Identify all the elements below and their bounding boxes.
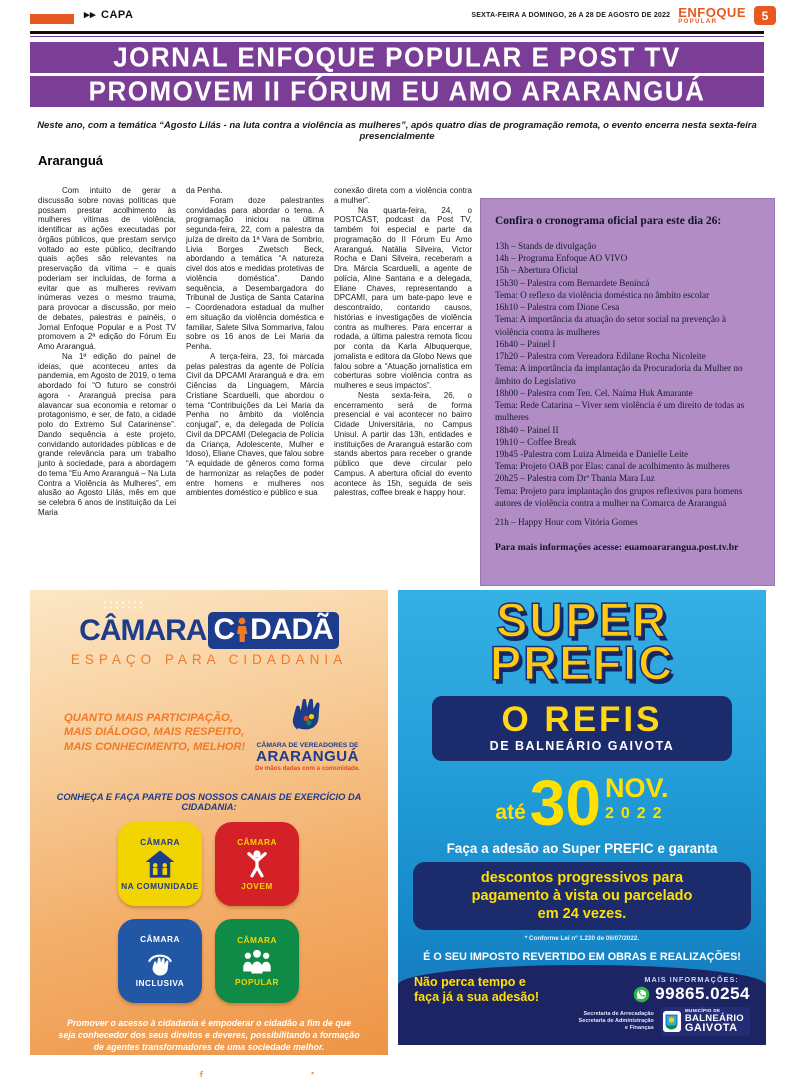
- badge-bottom-label: JOVEM: [241, 881, 273, 892]
- promo-line: de agentes transformadores de uma sociedade melhor.: [93, 1042, 325, 1053]
- schedule-item: Tema: Rede Catarina – Viver sem violência é um direito de todas as mulheres: [495, 400, 745, 423]
- prefic-title: [398, 592, 766, 690]
- article-paragraph: Foram doze palestrantes convidadas para abordar o tema. A programação iniciou na última segunda-feira, 22, com a palestra da juíza de direito da 1ª Vara de Sombrio, Livia Borges Zwetsch Beck, abordando a temática “A natureza civel dos atos e medidas protetivas de violência doméstica”. Dando sequência, a Desembargadora do Tribunal de Justiça de Santa Catarina – Coordenadora estadual da mulher em situação da violência doméstica e familiar, Salete Silva Sommariva, falou sobre os 16 anos de Lei Maria da Penha.: [186, 195, 324, 351]
- whatsapp-icon: [633, 986, 650, 1003]
- camara-social: [197, 1069, 295, 1078]
- secretaria-line: Secretaria de Arrecadação: [583, 1011, 654, 1018]
- badge-camara-popular: [215, 919, 299, 1003]
- legal-note: * Conforme Lei nº 1.220 de 06/07/2022.: [524, 935, 640, 943]
- edition-date: SEXTA-FEIRA A DOMINGO, 26 A 28 DE AGOSTO DE 2022: [471, 12, 671, 19]
- social-handle: CAMARAARARANGUA: [220, 1069, 296, 1077]
- schedule-items: [495, 240, 760, 528]
- header-rule: [30, 31, 764, 34]
- camara-word: CÂMARA: [79, 613, 207, 647]
- article-paragraph: Na quarta-feira, 24, o POSTCAST, podcast da Post TV, também foi especial e parte da programação do II Fórum Eu Amo Araranguá. Natália Silveira, Victor Rocha e Dani Silveira, receberam a Dra. Márcia Scarduelli, a agente de polícia, Aline Santana e a delegada, Eliane Chaves, representando a DPCAMI, para um bate-papo leve e descontraído, contando causos, histórias e investigações de violência contra as mulheres. Para encerrar a rodada, a última palestra remota ficou por conta da Karla Albuquerque, jornalista e editora da Globo News que falou sobre a “Atuação jornalística em coberturas sobre violência contra as mulheres e seus impactos”.: [334, 205, 472, 390]
- article-column-3: [334, 186, 472, 518]
- camara-mid-row: [64, 693, 360, 772]
- cidada-word-box: [208, 612, 338, 649]
- urgency-line: faça já a sua adesão!: [414, 989, 540, 1004]
- schedule-box: [480, 198, 775, 586]
- tagline-line: MAIS CONHECIMENTO, MELHOR!: [64, 740, 246, 753]
- dots-pattern: [30, 1069, 65, 1078]
- schedule-item: Tema: A importância da implantação da Procuradoria da Mulher no âmbito do Legislativo: [495, 363, 743, 386]
- chevrons-icon: ▸▸: [84, 9, 97, 21]
- schedule-item: 16h40 – Painel I: [495, 338, 556, 349]
- badge-top-label: CÂMARA: [237, 935, 277, 946]
- headline-bar-1: [30, 42, 764, 73]
- header-right: [471, 6, 776, 25]
- article-paragraph: Com intuito de gerar a discussão sobre novas políticas que possam prestar acolhimento às mulheres vítimas de violência, identificar as ações executadas por órgãos públicos, que prestam serviço voltado ao este público, decifrando quais ações são relevantes na preservação da vítima – e quais poderiam ser incluídas, de forma a evitar que as mulheres revivam inúmeras vezes o mesmo trauma, para provocar a discussão, por meio de debates, palestras e painéis, o Jornal Enfoque Popular e a Post TV promovem a 2ª edição do Fórum Eu Amo Araranguá.: [38, 186, 176, 351]
- badge-top-label: CÂMARA: [140, 934, 180, 945]
- article-paragraph: da Penha.: [186, 186, 223, 195]
- article-paragraph: Na 1ª edição do painel de ideias, que aconteceu antes da pandemia, em Agosto de 2019, o tema abordado foi “O futuro se constrói agora - Araranguá precisa para alavancar sua economia e retomar o protagonismo, e ser, de fato, a cidade polo do Extremo Sul Catarinense”. Dando sequência a este projeto, convidando autoridades públicas e de grande relevância para um trabalho junto à sociedade, para a abordagem do tema “Eu Amo Araranguá – Na Luta Contra a Violência às Mulheres”, em alusão ao Agosto Lilás, mês em que se celebra 6 anos de instituição da Lei Maria: [38, 351, 176, 517]
- section-label: CAPA: [101, 8, 134, 21]
- schedule-item: 17h20 – Palestra com Vereadora Edilane Rocha Nicoleite: [495, 351, 706, 362]
- schedule-item: 18h00 – Palestra com Ten. Cel. Naíma Huk Amarante: [495, 387, 693, 398]
- camara-website: WWW.CMVA.SC.GOV.BR: [76, 1068, 185, 1078]
- logo-line-1: CÂMARA DE VEREADORES DE: [256, 741, 359, 749]
- badge-top-label: CÂMARA: [237, 837, 277, 848]
- deadline-year: 2022: [604, 805, 669, 823]
- house-family-icon: [143, 849, 177, 879]
- deadline-prefix: até: [495, 801, 526, 825]
- person-arms-up-icon: [242, 849, 272, 879]
- benefit-line: descontos progressivos para: [480, 870, 684, 887]
- camara-footer: [30, 1068, 388, 1078]
- municipality-line-3: GAIVOTA: [684, 1022, 738, 1035]
- prefic-footer-row-2: [414, 1007, 750, 1036]
- schedule-item: Tema: O reflexo da violência doméstica no âmbito escolar: [495, 289, 710, 300]
- prefic-footer-band: [398, 965, 766, 1045]
- deadline-month: NOV.: [604, 773, 669, 804]
- tagline-line: QUANTO MAIS PARTICIPAÇÃO,: [64, 711, 233, 724]
- cidada-suffix: DADÃ: [250, 613, 333, 646]
- article-body: [38, 186, 472, 518]
- schedule-item: 15h30 – Palestra com Bernardete Benincá: [495, 277, 650, 288]
- deadline-month-year: [605, 775, 669, 823]
- people-group-icon: [240, 947, 274, 975]
- benefit-line: em 24 vezes.: [537, 906, 627, 923]
- badge-camara-jovem: [215, 822, 299, 906]
- article-paragraph: Nesta sexta-feira, 26, o encerramento será de forma presencial e vai acontecer no bairro Cidade Universitária, no Campus Unisul. A partir das 13h, entidades e instituições de Araranguá estarão com stands abertos para receber o grande público que deve circular pelo Campus. A abertura oficial do evento acontece às 15h, seguida de seis palestras, coffee break e happy hour.: [334, 390, 472, 498]
- article-column-1: [38, 186, 176, 518]
- schedule-item: 15h – Abertura Oficial: [495, 265, 578, 276]
- camara-vereadores-logo: [255, 693, 360, 772]
- dateline-location: Araranguá: [38, 153, 104, 168]
- deadline-day: 30: [529, 767, 601, 840]
- benefit-line: pagamento à vista ou parcelado: [471, 888, 693, 905]
- page-number-badge: 5: [754, 6, 776, 25]
- badge-camara-inclusiva: [118, 919, 202, 1003]
- tagline-line: MAIS DIÁLOGO, MAIS RESPEITO,: [64, 726, 245, 739]
- schedule-item: Tema: Projeto OAB por Elas: canal de acolhimento às mulheres: [495, 461, 730, 472]
- newspaper-logo: [678, 6, 746, 25]
- person-icon: [235, 617, 249, 643]
- hand-icon: [286, 693, 330, 735]
- section-header: [84, 8, 133, 21]
- secretaria-line: e Finanças: [624, 1025, 654, 1032]
- logo-line-2: ARARANGUÁ: [256, 748, 359, 766]
- instagram-icon: [209, 1069, 218, 1078]
- camara-promo-text: [30, 1018, 388, 1054]
- camara-cidada-title: [30, 612, 388, 649]
- refis-subtitle: DE BALNEÁRIO GAIVOTA: [489, 739, 675, 754]
- prefic-title-line-1: SUPER: [496, 592, 668, 647]
- channels-heading: CONHEÇA E FAÇA PARTE DOS NOSSOS CANAIS DE EXERCÍCIO DA CIDADANIA:: [56, 792, 362, 813]
- headline-line-1: JORNAL ENFOQUE POPULAR E POST TV: [113, 41, 681, 73]
- headline-line-2: PROMOVEM II FÓRUM EU AMO ARARANGUÁ: [88, 75, 706, 107]
- schedule-item: 13h – Stands de divulgação: [495, 241, 597, 251]
- article-paragraph: conexão direta com a violência contra a mulher”.: [334, 186, 472, 205]
- municipality-name: [685, 1009, 744, 1034]
- info-label: MAIS INFORMAÇÕES:: [644, 975, 739, 984]
- badge-bottom-label: POPULAR: [234, 977, 280, 988]
- promo-line: seja conhecedor dos seus direitos e deveres, possibilitando a formação: [58, 1030, 360, 1041]
- urgency-line: Não perca tempo e: [414, 975, 526, 990]
- schedule-item: 14h – Programa Enfoque AO VIVO: [495, 253, 628, 264]
- schedule-item: 16h10 – Palestra com Dione Cesa: [495, 302, 620, 313]
- article-column-2: [186, 186, 324, 518]
- schedule-item: 18h40 – Painel II: [495, 424, 559, 435]
- municipality-logo: [661, 1007, 750, 1036]
- secretaria-text: [578, 1011, 653, 1032]
- dots-pattern: [102, 600, 144, 609]
- phone-row: [633, 984, 750, 1004]
- contact-info: [633, 975, 750, 1004]
- tax-line: É O SEU IMPOSTO REVERTIDO EM OBRAS E REALIZAÇÕES!: [423, 951, 741, 964]
- phone-number: 99865.0254: [655, 984, 750, 1003]
- header-rule-accent: [30, 36, 764, 37]
- refis-title: O REFIS: [501, 700, 663, 740]
- ad-camara-cidada: [30, 590, 388, 1078]
- camara-subtitle: ESPAÇO PARA CIDADANIA: [70, 652, 348, 667]
- youtube-icon: [307, 1069, 318, 1077]
- schedule-title: Confira o cronograma oficial para este dia 26:: [495, 215, 722, 227]
- crest-icon: [663, 1011, 681, 1032]
- sign-language-hands-icon: [144, 946, 176, 976]
- headline-bar-2: [30, 76, 764, 107]
- facebook-icon: [197, 1069, 206, 1078]
- cidada-prefix: C: [213, 613, 235, 646]
- refis-box: [432, 696, 732, 761]
- schedule-item: 19h45 -Palestra com Luiza Almeida e Danielle Leite: [495, 448, 689, 459]
- schedule-item: Tema: A importância da atuação do setor social na prevenção à violência contra às mulheres: [495, 314, 726, 337]
- header-accent-bar: [30, 14, 74, 24]
- schedule-item: 19h10 – Coffee Break: [495, 436, 577, 447]
- camara-tagline: [64, 711, 245, 755]
- schedule-footer: Para mais informações acesse: euamoararangua.post.tv.br: [495, 542, 739, 554]
- brand-name-bottom: POPULAR: [678, 19, 718, 25]
- municipality-line-1: MUNICÍPIO DE: [684, 1008, 721, 1013]
- badge-camara-na-comunidade: [118, 822, 202, 906]
- ad-super-prefic: [398, 590, 766, 1045]
- article-paragraph: A terça-feira, 23, foi marcada pelas palestras da agente de Polícia Civil da DPCAMI Araranguá e dra. em Ciências da Linguagem, Márcia Cristiane Scarduelli, que abordou o tema “Contribuições da Lei Maria da Penha no âmbito da violência conjugal”, e, da delegada de Polícia Civil da DPCAMI (Delegacia de Polícia da Criança, Adolescente, Mulher e Idoso), Eliane Chaves, que falou sobre “A equidade de gêneros como forma de harmonizar as relações de poder entre homens e mulheres nos ambientes doméstico e público e sua: [186, 351, 324, 498]
- secretaria-line: Secretaria de Administração: [578, 1018, 654, 1025]
- prefic-footer-row-1: [414, 975, 750, 1004]
- deadline: [398, 767, 766, 840]
- brand-name-top: ENFOQUE: [678, 5, 746, 20]
- prefic-cta: Faça a adesão ao Super PREFIC e garanta: [446, 841, 718, 857]
- dots-pattern: [353, 1069, 388, 1078]
- schedule-item: 21h – Happy Hour com Vitória Gomes: [495, 517, 638, 528]
- benefit-box: [413, 862, 751, 930]
- logo-line-3: De mãos dadas com a comunidade.: [255, 764, 360, 772]
- youtube-handle: CMVA: [321, 1069, 342, 1077]
- badge-top-label: CÂMARA: [140, 837, 180, 848]
- camara-youtube: [307, 1069, 341, 1077]
- badge-bottom-label: NA COMUNIDADE: [121, 881, 199, 892]
- schedule-item: 20h25 – Palestra com Drª Thania Mara Luz: [495, 473, 655, 484]
- headline-subtitle: Neste ano, com a temática “Agosto Lilás - na luta contra a violência as mulheres”, após quatro dias de programação remota, o evento encerra nesta sexta-feira presencialmente: [37, 120, 757, 142]
- municipality-line-2: BALNEÁRIO: [684, 1012, 744, 1024]
- channel-badges: [118, 822, 300, 1003]
- badge-bottom-label: INCLUSIVA: [135, 978, 185, 989]
- prefic-title-line-2: PREFIC: [489, 635, 675, 690]
- schedule-item: Tema: Projeto para implantação dos grupos reflexivos para homens autores de violência contra a mulher na Comarca de Araranguá: [495, 485, 743, 508]
- promo-line: Promover o acesso à cidadania é empoderar o cidadão a fim de que: [66, 1018, 352, 1029]
- urgency-text: [414, 975, 539, 1004]
